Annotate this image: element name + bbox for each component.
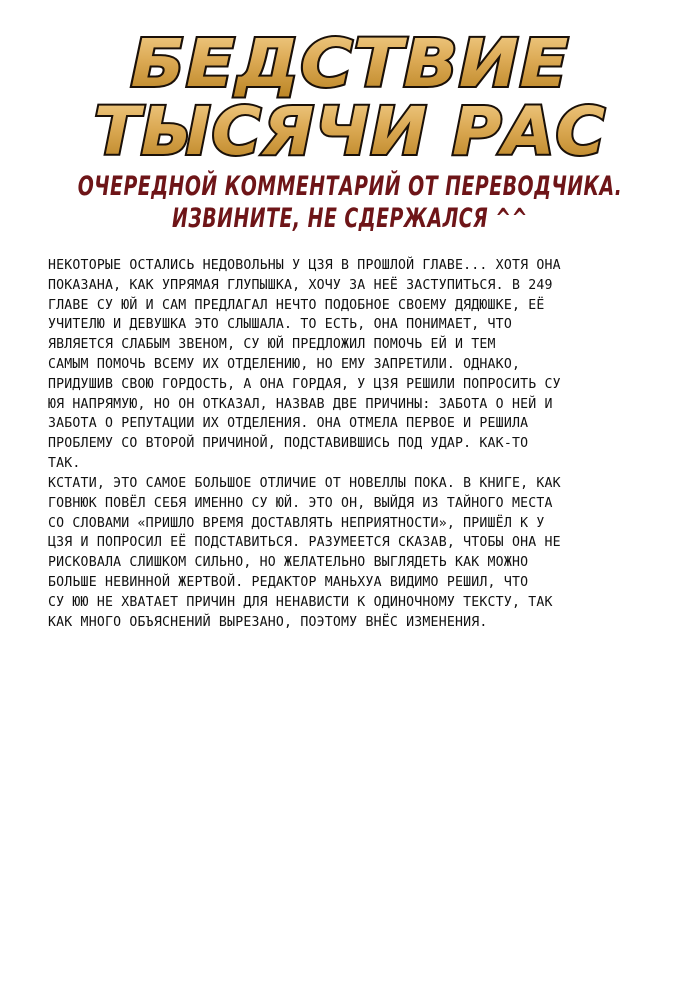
title-logo-art — [0, 22, 700, 162]
paragraph-line: ЮЯ НАПРЯМУЮ, НО ОН ОТКАЗАЛ, НАЗВАВ ДВЕ ПРИЧИНЫ: ЗАБОТА О НЕЙ И — [48, 396, 553, 412]
paragraph-line: УЧИТЕЛЮ И ДЕВУШКА ЭТО СЛЫШАЛА. ТО ЕСТЬ, ОНА ПОНИМАЕТ, ЧТО — [48, 317, 512, 333]
paragraph-line: ГЛАВЕ СУ ЮЙ И САМ ПРЕДЛАГАЛ НЕЧТО ПОДОБНОЕ СВОЕМУ ДЯДЮШКЕ, ЕЁ — [48, 297, 545, 313]
paragraph-line: ПОКАЗАНА, КАК УПРЯМАЯ ГЛУПЫШКА, ХОЧУ ЗА НЕЁ ЗАСТУПИТЬСЯ. В 249 — [48, 277, 553, 293]
paragraph-line: ТАК. — [48, 455, 81, 471]
paragraph-line: БОЛЬШЕ НЕВИННОЙ ЖЕРТВОЙ. РЕДАКТОР МАНЬХУА ВИДИМО РЕШИЛ, ЧТО — [48, 574, 529, 590]
paragraph-line: САМЫМ ПОМОЧЬ ВСЕМУ ИХ ОТДЕЛЕНИЮ, НО ЕМУ ЗАПРЕТИЛИ. ОДНАКО, — [48, 356, 521, 372]
paragraph-line: ГОВНЮК ПОВЁЛ СЕБЯ ИМЕННО СУ ЮЙ. ЭТО ОН, ВЫЙДЯ ИЗ ТАЙНОГО МЕСТА — [48, 495, 553, 511]
subtitle-line-1: ОЧЕРЕДНОЙ КОММЕНТАРИЙ ОТ ПЕРЕВОДЧИКА. — [77, 171, 623, 201]
paragraph-line: КСТАТИ, ЭТО САМОЕ БОЛЬШОЕ ОТЛИЧИЕ ОТ НОВЕЛЛЫ ПОКА. В КНИГЕ, КАК — [48, 476, 561, 491]
logo-line-2: ТЫСЯЧИ РАС — [93, 92, 607, 162]
paragraph-line: СУ ЮЮ НЕ ХВАТАЕТ ПРИЧИН ДЛЯ НЕНАВИСТИ К ОДИНОЧНОМУ ТЕКСТУ, ТАК — [48, 594, 553, 610]
paragraph-line: ПРИДУШИВ СВОЮ ГОРДОСТЬ, А ОНА ГОРДАЯ, У ЦЗЯ РЕШИЛИ ПОПРОСИТЬ СУ — [48, 376, 561, 392]
logo-line-1: БЕДСТВИЕ — [130, 25, 570, 103]
paragraph-2 — [48, 474, 660, 632]
paragraph-line: ЦЗЯ И ПОПРОСИЛ ЕЁ ПОДСТАВИТЬСЯ. РАЗУМЕЕТСЯ СКАЗАВ, ЧТОБЫ ОНА НЕ — [48, 535, 561, 551]
paragraph-line: ЯВЛЯЕТСЯ СЛАБЫМ ЗВЕНОМ, СУ ЮЙ ПРЕДЛОЖИЛ ПОМОЧЬ ЕЙ И ТЕМ — [48, 337, 496, 353]
paragraph-line: ПРОБЛЕМУ СО ВТОРОЙ ПРИЧИНОЙ, ПОДСТАВИВШИСЬ ПОД УДАР. КАК-ТО — [48, 436, 529, 452]
paragraph-line: РИСКОВАЛА СЛИШКОМ СИЛЬНО, НО ЖЕЛАТЕЛЬНО ВЫГЛЯДЕТЬ КАК МОЖНО — [48, 555, 529, 571]
paragraph-line: СО СЛОВАМИ «ПРИШЛО ВРЕМЯ ДОСТАВЛЯТЬ НЕПРИЯТНОСТИ», ПРИШЁЛ К У — [48, 515, 545, 531]
title-logo — [0, 22, 700, 162]
subtitle-line-2: ИЗВИНИТЕ, НЕ СДЕРЖАЛСЯ ^^ — [172, 203, 528, 233]
paragraph-line: НЕКОТОРЫЕ ОСТАЛИСЬ НЕДОВОЛЬНЫ У ЦЗЯ В ПРОШЛОЙ ГЛАВЕ... ХОТЯ ОНА — [48, 258, 561, 273]
paragraph-line: КАК МНОГО ОБЪЯСНЕНИЙ ВЫРЕЗАНО, ПОЭТОМУ ВНЁС ИЗМЕНЕНИЯ. — [48, 614, 488, 630]
paragraph-line: ЗАБОТА О РЕПУТАЦИИ ИХ ОТДЕЛЕНИЯ. ОНА ОТМЕЛА ПЕРВОЕ И РЕШИЛА — [48, 416, 529, 432]
paragraph-1 — [48, 256, 660, 474]
